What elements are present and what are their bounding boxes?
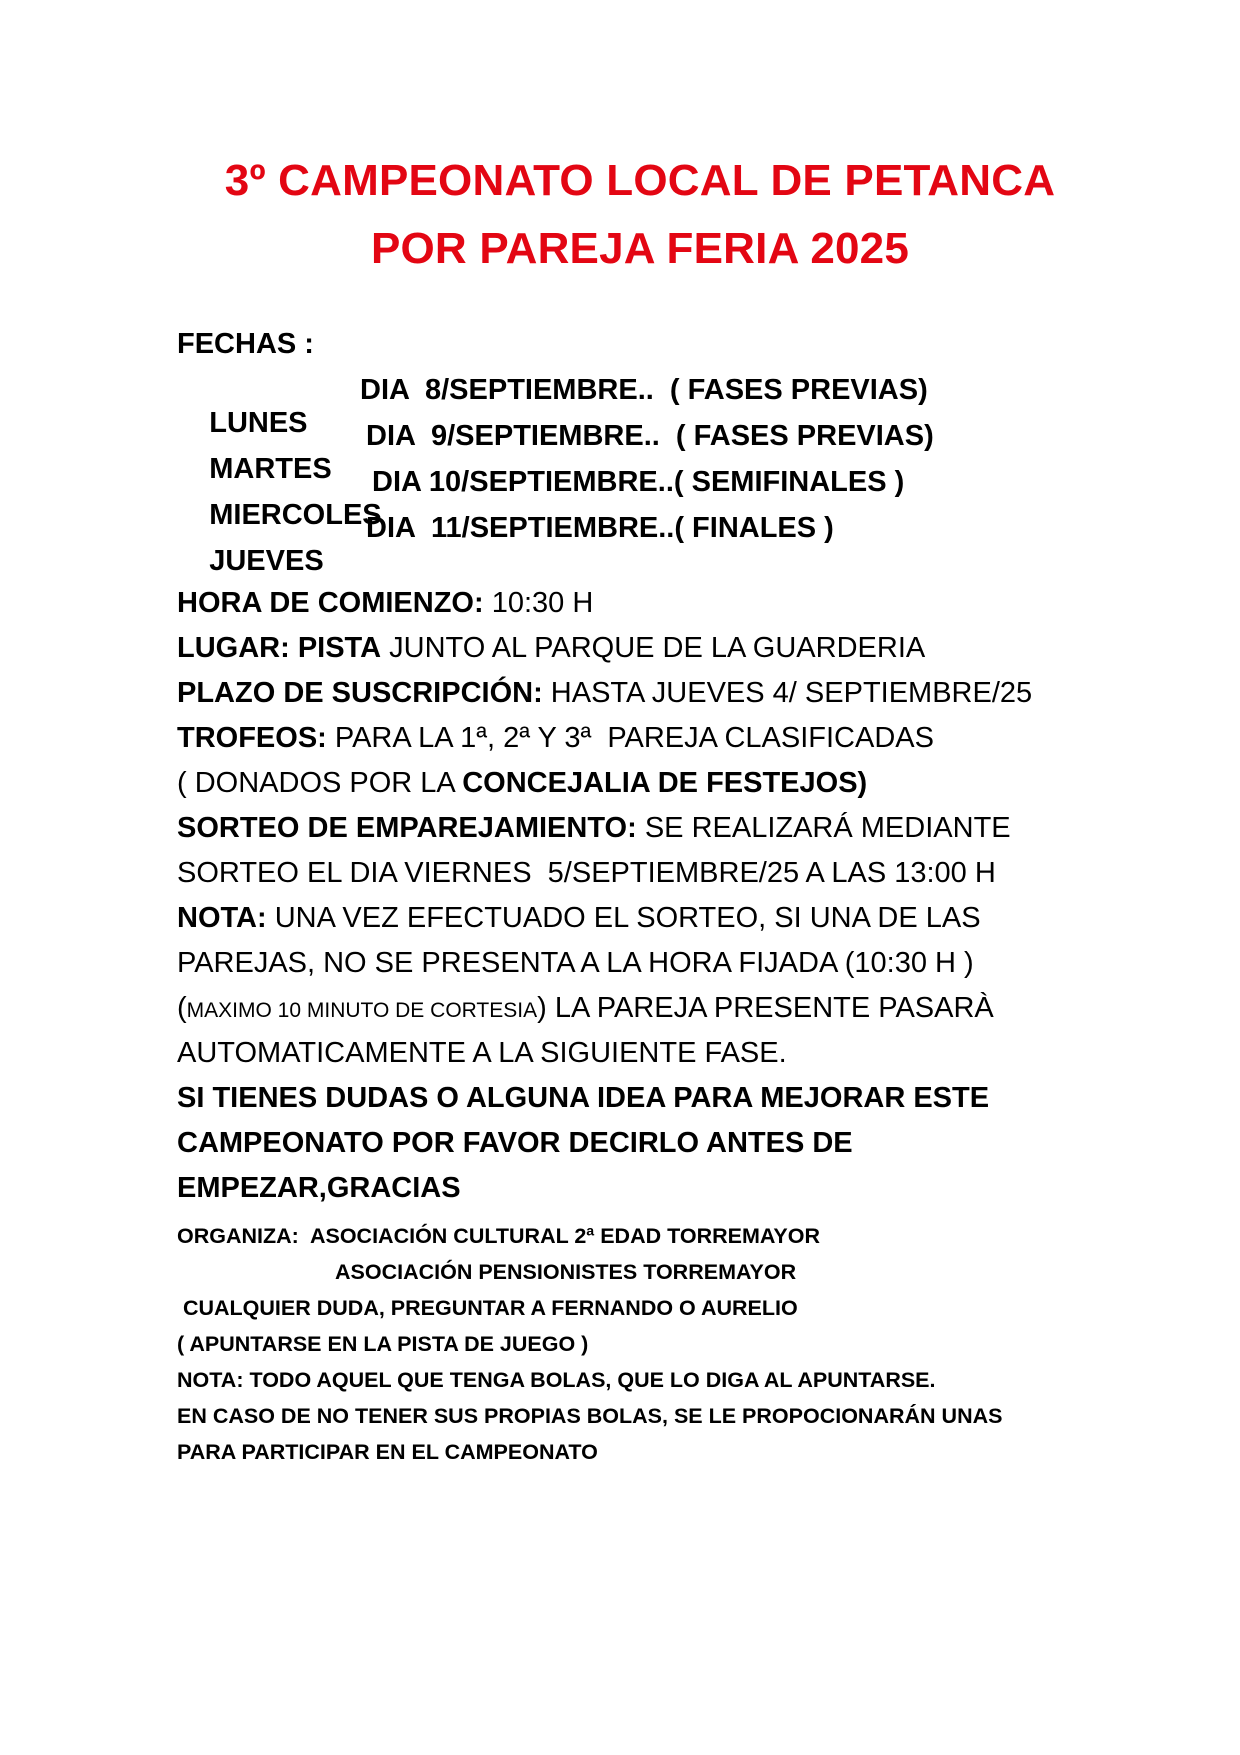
- plazo-label: PLAZO DE SUSCRIPCIÓN:: [177, 677, 543, 709]
- lugar-value: JUNTO AL PARQUE DE LA GUARDERIA: [381, 632, 926, 664]
- schedule-day: LUNES: [209, 407, 308, 440]
- schedule-day: MIERCOLES: [209, 499, 382, 532]
- schedule-row: [177, 512, 1077, 578]
- nota-line-3: [177, 992, 994, 1025]
- nota-value: UNA VEZ EFECTUADO EL SORTEO, SI UNA DE LAS: [266, 902, 981, 934]
- hora-line: [177, 587, 593, 620]
- sorteo-line-2: SORTEO EL DIA VIERNES 5/SEPTIEMBRE/25 A LAS 13:00 H: [177, 857, 996, 889]
- cortesia-note: MAXIMO 10 MINUTO DE CORTESIA: [186, 999, 538, 1022]
- schedule-detail: DIA 8/SEPTIEMBRE.. ( FASES PREVIAS): [360, 374, 928, 406]
- sorteo-label: SORTEO DE EMPAREJAMIENTO:: [177, 812, 637, 844]
- nota-line-2: PAREJAS, NO SE PRESENTA A LA HORA FIJADA (10:30 H ): [177, 947, 974, 979]
- schedule-detail: DIA 10/SEPTIEMBRE..( SEMIFINALES ): [372, 466, 905, 498]
- organiza-line-2: ASOCIACIÓN PENSIONISTES TORREMAYOR: [335, 1260, 797, 1284]
- plazo-value: HASTA JUEVES 4/ SEPTIEMBRE/25: [542, 677, 1033, 709]
- trofeos-value: PARA LA 1ª, 2ª Y 3ª PAREJA CLASIFICADAS: [326, 722, 934, 754]
- organiza-line: ORGANIZA: ASOCIACIÓN CULTURAL 2ª EDAD TORREMAYOR: [177, 1224, 821, 1248]
- caso-line: EN CASO DE NO TENER SUS PROPIAS BOLAS, SE LE PROPOCIONARÁN UNAS: [177, 1404, 1003, 1428]
- closing-line-1: SI TIENES DUDAS O ALGUNA IDEA PARA MEJORAR ESTE: [177, 1082, 990, 1114]
- nota-line-4: AUTOMATICAMENTE A LA SIGUIENTE FASE.: [177, 1037, 787, 1069]
- lugar-label: LUGAR: PISTA: [177, 632, 382, 664]
- nota-paren-open: (: [177, 992, 187, 1024]
- title-line-2: POR PAREJA FERIA 2025: [370, 224, 910, 273]
- duda-line: CUALQUIER DUDA, PREGUNTAR A FERNANDO O AURELIO: [177, 1296, 798, 1320]
- hora-label: HORA DE COMIENZO:: [177, 587, 484, 619]
- nota-line: [177, 902, 981, 935]
- nota-line-3-rest: ) LA PAREJA PRESENTE PASARÀ: [537, 992, 994, 1024]
- donados-text: ( DONADOS POR LA: [177, 767, 463, 799]
- plazo-line: [177, 677, 1032, 710]
- schedule-detail: DIA 9/SEPTIEMBRE.. ( FASES PREVIAS): [366, 420, 934, 452]
- trofeos-line: [177, 722, 934, 755]
- donados-sponsor: CONCEJALIA DE FESTEJOS): [462, 767, 868, 799]
- nota-label: NOTA:: [177, 902, 267, 934]
- footer-nota-line: NOTA: TODO AQUEL QUE TENGA BOLAS, QUE LO DIGA AL APUNTARSE.: [177, 1368, 936, 1392]
- schedule-detail: DIA 11/SEPTIEMBRE..( FINALES ): [366, 512, 834, 544]
- closing-line-2: CAMPEONATO POR FAVOR DECIRLO ANTES DE: [177, 1127, 853, 1159]
- schedule-day: MARTES: [209, 453, 332, 486]
- schedule-day: JUEVES: [209, 545, 324, 578]
- closing-line-3: EMPEZAR,GRACIAS: [177, 1172, 461, 1204]
- lugar-line: [177, 632, 925, 665]
- sorteo-line: [177, 812, 1011, 845]
- sorteo-value: SE REALIZARÁ MEDIANTE: [636, 812, 1011, 844]
- hora-value: 10:30 H: [483, 587, 594, 619]
- donados-line: [177, 767, 867, 800]
- participar-line: PARA PARTICIPAR EN EL CAMPEONATO: [177, 1440, 598, 1464]
- title-line-1: 3º CAMPEONATO LOCAL DE PETANCA: [224, 156, 1056, 205]
- apuntarse-line: ( APUNTARSE EN LA PISTA DE JUEGO ): [177, 1332, 589, 1356]
- schedule-heading: FECHAS :: [177, 328, 314, 360]
- trofeos-label: TROFEOS:: [177, 722, 327, 754]
